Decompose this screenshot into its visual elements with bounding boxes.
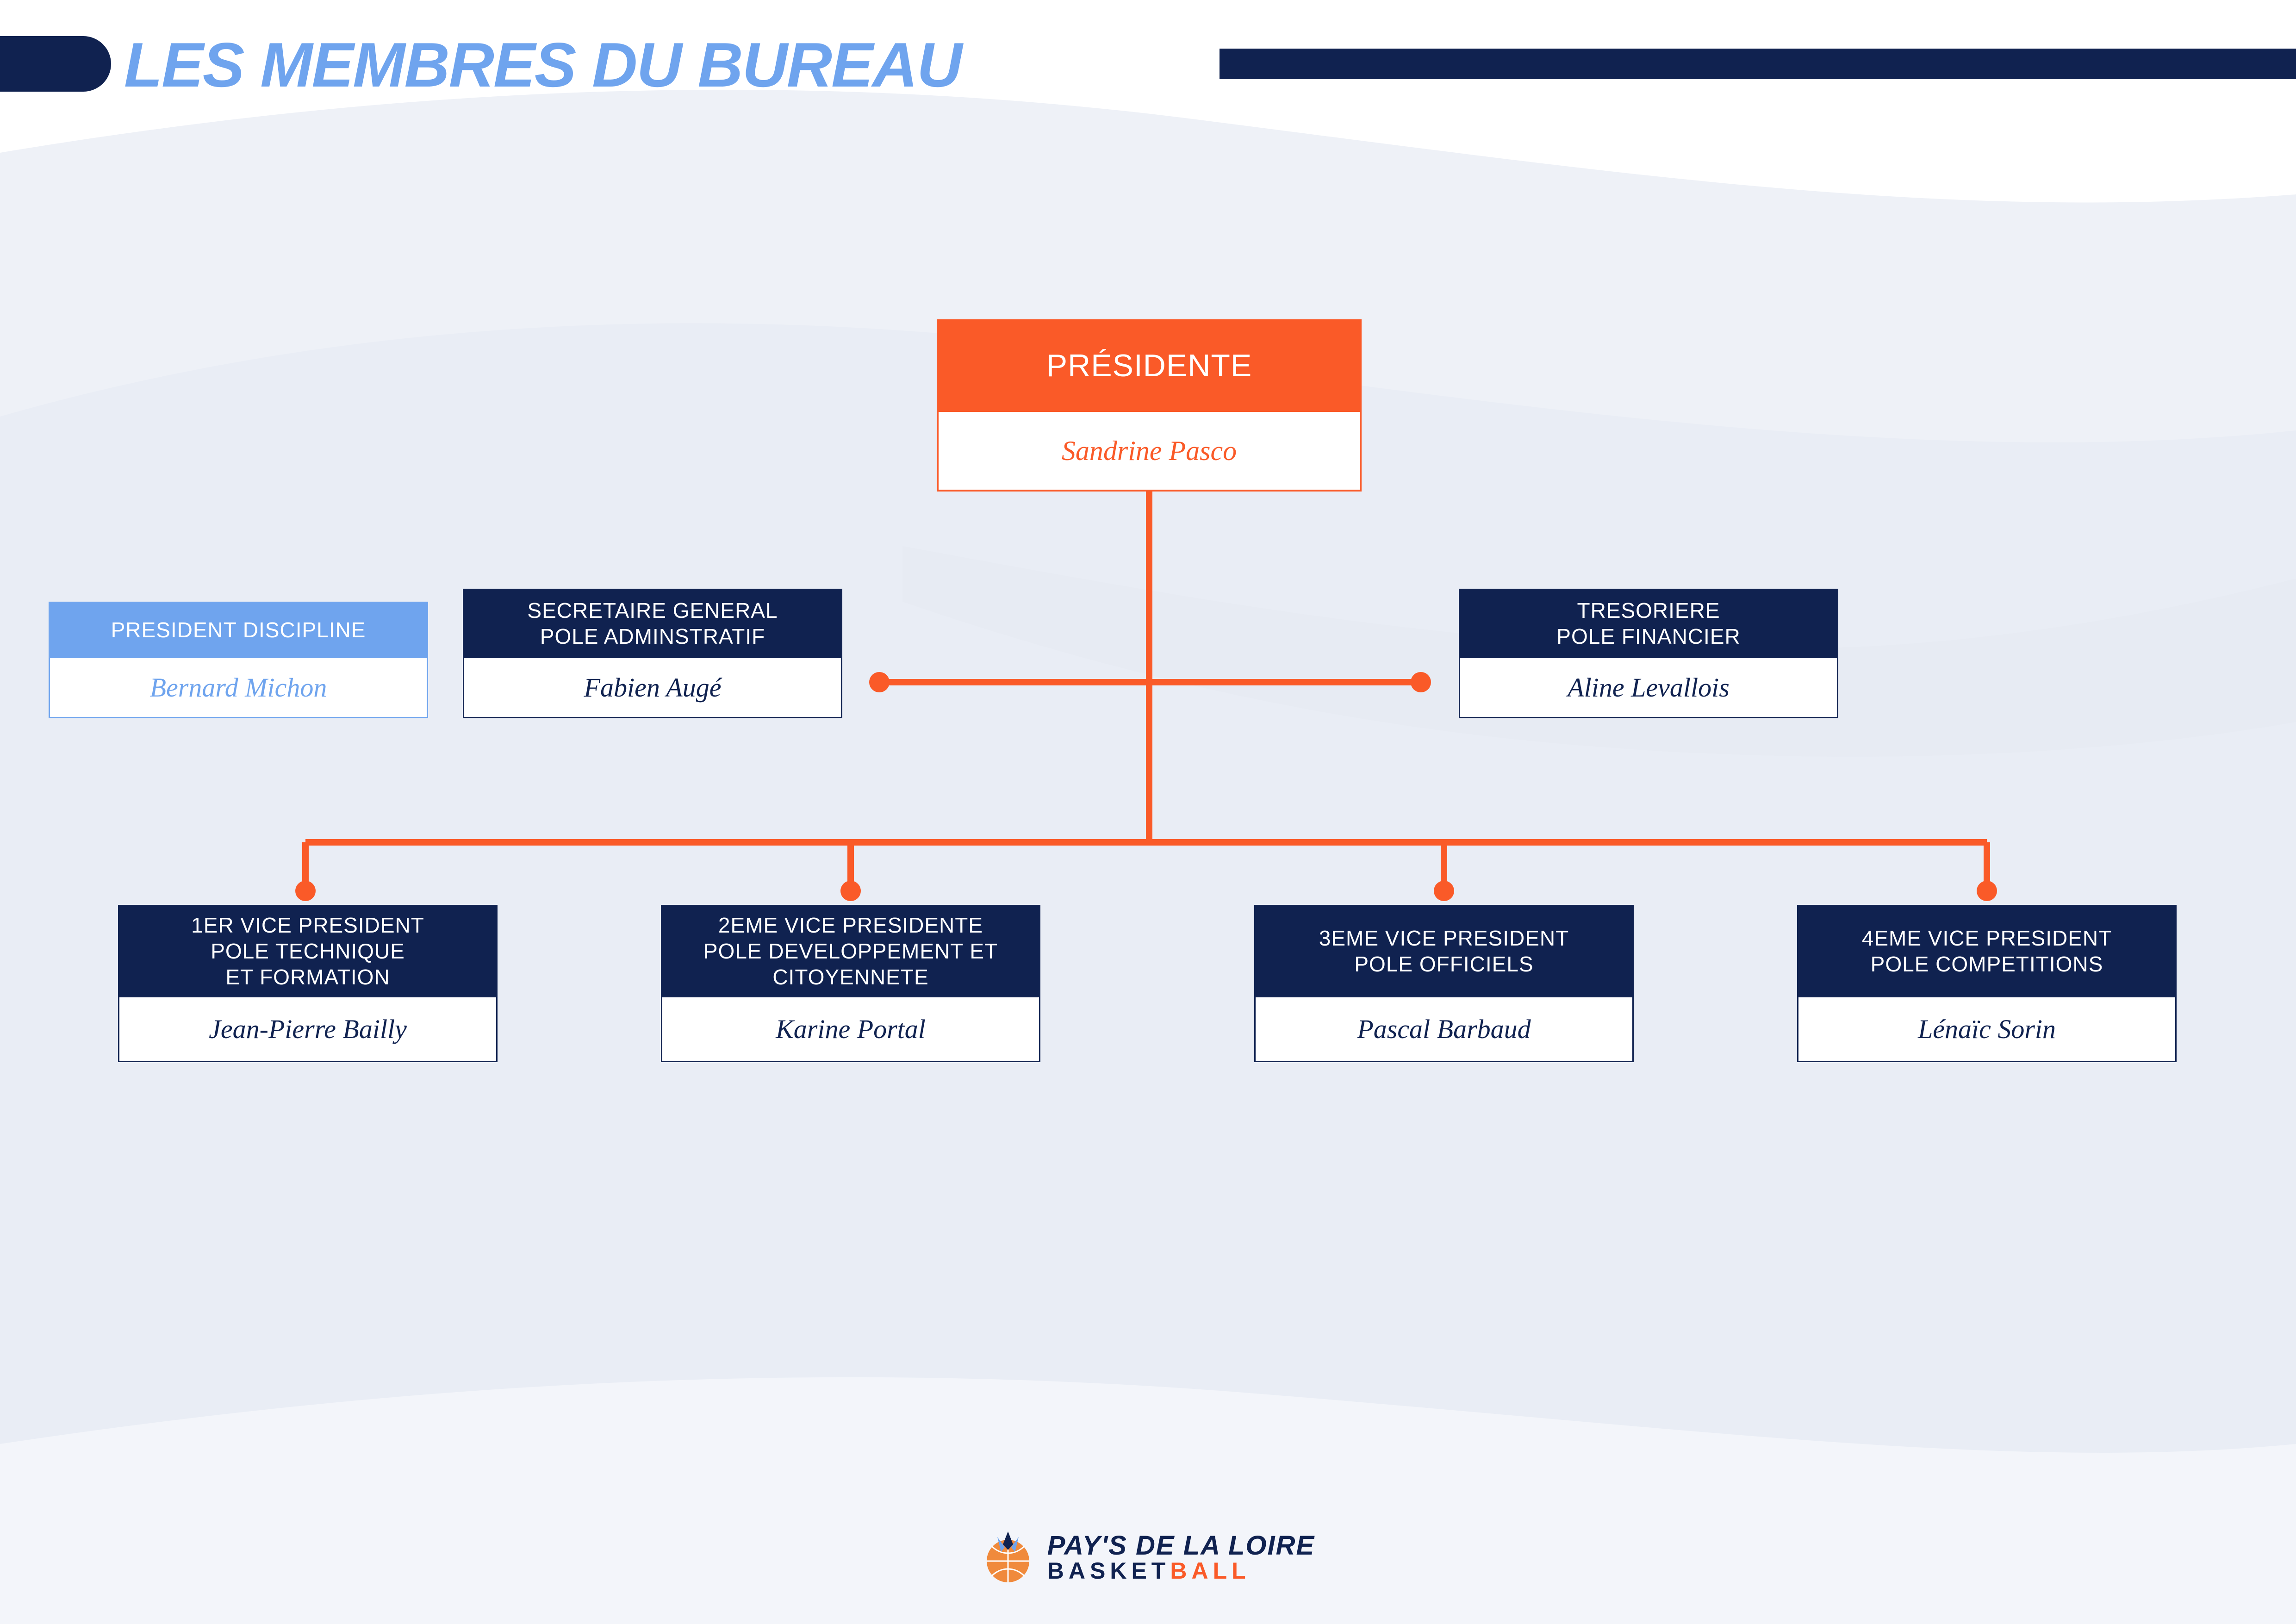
card-role-secretaire xyxy=(463,589,842,658)
card-name-vp4: Lénaïc Sorin xyxy=(1797,997,2177,1062)
footer-logo xyxy=(958,1518,1338,1597)
org-card-vice-president-2[interactable] xyxy=(661,905,1040,1062)
card-role-discipline: PRESIDENT DISCIPLINE xyxy=(49,602,428,658)
org-card-vice-president-4[interactable] xyxy=(1797,905,2177,1062)
card-role-vp2 xyxy=(661,905,1040,997)
card-role-vp4-line2: POLE COMPETITIONS xyxy=(1870,952,2103,976)
logo-line-pays-de-la-loire: PAY'S DE LA LOIRE xyxy=(1047,1531,1315,1561)
card-name-discipline: Bernard Michon xyxy=(49,658,428,718)
card-role-vp2-line1: 2EME VICE PRESIDENTE xyxy=(718,913,983,937)
org-card-vice-president-1[interactable] xyxy=(118,905,498,1062)
card-role-vp4-line1: 4EME VICE PRESIDENT xyxy=(1861,926,2112,950)
card-role-tresoriere-line1: TRESORIERE xyxy=(1577,598,1720,622)
card-role-vp2-line2: POLE DEVELOPPEMENT ET xyxy=(703,939,998,963)
card-name-vp2: Karine Portal xyxy=(661,997,1040,1062)
card-role-vp1-line3: ET FORMATION xyxy=(225,965,390,989)
card-name-vp1: Jean-Pierre Bailly xyxy=(118,997,498,1062)
header-bar-decoration xyxy=(1220,49,2296,79)
page-title: LES MEMBRES DU BUREAU xyxy=(124,30,962,100)
logo-basket-part: BASKET xyxy=(1047,1558,1170,1584)
logo-wordmark xyxy=(1047,1532,1315,1582)
card-role-vp4 xyxy=(1797,905,2177,997)
logo-line-basketball xyxy=(1047,1559,1315,1582)
card-role-secretaire-line1: SECRETAIRE GENERAL xyxy=(527,598,778,622)
card-role-president: PRÉSIDENTE xyxy=(937,319,1362,412)
card-role-vp1-line1: 1ER VICE PRESIDENT xyxy=(191,913,424,937)
card-role-secretaire-line2: POLE ADMINSTRATIF xyxy=(540,624,765,648)
org-card-vice-president-3[interactable] xyxy=(1254,905,1634,1062)
basketball-logo-icon xyxy=(981,1529,1035,1587)
card-name-president: Sandrine Pasco xyxy=(937,412,1362,492)
card-role-vp2-line3: CITOYENNETE xyxy=(772,965,929,989)
org-card-tresoriere[interactable] xyxy=(1459,589,1838,718)
card-name-vp3: Pascal Barbaud xyxy=(1254,997,1634,1062)
logo-ball-part: BALL xyxy=(1170,1558,1251,1584)
card-role-tresoriere xyxy=(1459,589,1838,658)
card-role-vp1-line2: POLE TECHNIQUE xyxy=(211,939,405,963)
card-role-vp1 xyxy=(118,905,498,997)
org-card-discipline[interactable] xyxy=(49,602,428,718)
header-pill-decoration xyxy=(0,36,111,92)
org-card-secretaire-general[interactable] xyxy=(463,589,842,718)
card-name-secretaire: Fabien Augé xyxy=(463,658,842,718)
card-role-tresoriere-line2: POLE FINANCIER xyxy=(1556,624,1741,648)
card-role-vp3 xyxy=(1254,905,1634,997)
card-name-tresoriere: Aline Levallois xyxy=(1459,658,1838,718)
card-role-vp3-line2: POLE OFFICIELS xyxy=(1354,952,1534,976)
org-card-president[interactable] xyxy=(937,319,1362,492)
card-role-vp3-line1: 3EME VICE PRESIDENT xyxy=(1319,926,1569,950)
